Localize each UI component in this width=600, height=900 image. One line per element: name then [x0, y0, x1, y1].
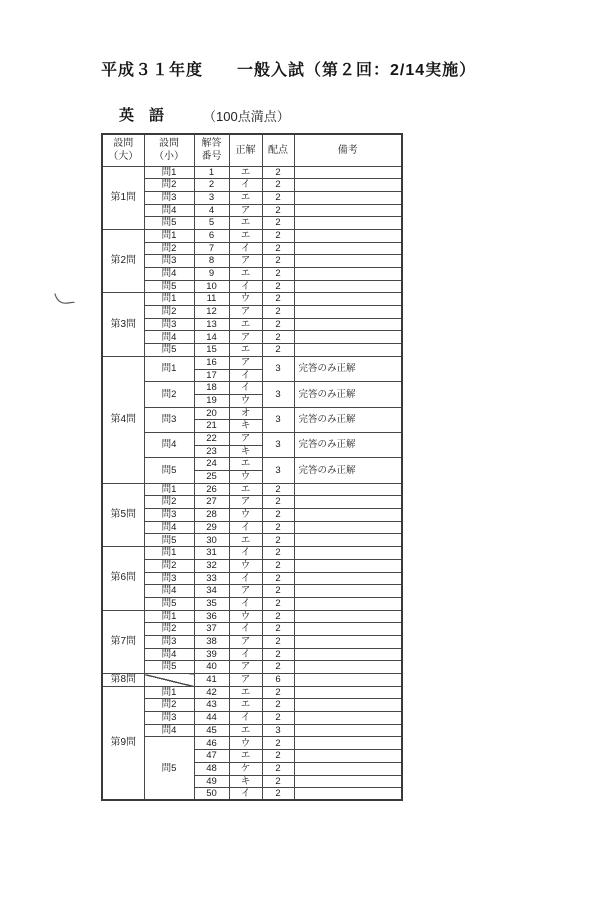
cell-remarks: [294, 496, 402, 509]
cell-points: 2: [262, 648, 294, 661]
cell-remarks: 完答のみ正解: [294, 356, 402, 381]
cell-correct-answer: エ: [229, 483, 262, 496]
answer-row: [102, 255, 402, 268]
answer-row: [102, 724, 402, 737]
cell-minor-question: 問5: [144, 661, 194, 674]
cell-points: 2: [262, 559, 294, 572]
cell-points: 2: [262, 762, 294, 775]
cell-correct-answer: イ: [229, 788, 262, 801]
cell-correct-answer: イ: [229, 597, 262, 610]
cell-correct-answer: イ: [229, 547, 262, 560]
cell-points: 2: [262, 331, 294, 344]
cell-minor-question: 問3: [144, 712, 194, 725]
answer-row: [102, 534, 402, 547]
header-number: 解答 番号: [194, 134, 229, 166]
cell-correct-answer: エ: [229, 268, 262, 281]
page-title: 平成３１年度 一般入試（第２回：2/14実施）: [101, 62, 477, 79]
cell-minor-question: 問5: [144, 344, 194, 357]
cell-answer-number: 20: [194, 407, 229, 420]
cell-remarks: [294, 737, 402, 750]
cell-minor-question: 問3: [144, 509, 194, 522]
answer-row: [102, 191, 402, 204]
cell-answer-number: 46: [194, 737, 229, 750]
cell-major-question: 第6問: [102, 547, 144, 610]
cell-remarks: [294, 204, 402, 217]
cell-remarks: [294, 635, 402, 648]
cell-minor-question: 問3: [144, 635, 194, 648]
cell-answer-number: 25: [194, 471, 229, 484]
answer-row: [102, 686, 402, 699]
cell-answer-number: 4: [194, 204, 229, 217]
cell-points: 2: [262, 293, 294, 306]
cell-correct-answer: イ: [229, 382, 262, 395]
cell-points: 2: [262, 217, 294, 230]
cell-answer-number: 29: [194, 521, 229, 534]
cell-minor-question: 問1: [144, 610, 194, 623]
cell-points: 2: [262, 750, 294, 763]
cell-minor-question: 問3: [144, 191, 194, 204]
cell-minor-question: 問5: [144, 217, 194, 230]
cell-correct-answer: イ: [229, 242, 262, 255]
cell-correct-answer: ア: [229, 585, 262, 598]
cell-answer-number: 17: [194, 369, 229, 382]
header-minor: 設問 （小）: [144, 134, 194, 166]
cell-major-question: 第1問: [102, 166, 144, 229]
cell-remarks: [294, 712, 402, 725]
cell-points: 2: [262, 229, 294, 242]
cell-answer-number: 42: [194, 686, 229, 699]
answer-row: [102, 623, 402, 636]
cell-minor-question: 問3: [144, 407, 194, 432]
cell-correct-answer: ア: [229, 306, 262, 319]
cell-points: 2: [262, 547, 294, 560]
cell-points: 2: [262, 775, 294, 788]
cell-minor-question: 問2: [144, 559, 194, 572]
cell-points: 2: [262, 509, 294, 522]
cell-correct-answer: ウ: [229, 394, 262, 407]
cell-correct-answer: ウ: [229, 509, 262, 522]
cell-points: 2: [262, 344, 294, 357]
cell-correct-answer: ア: [229, 635, 262, 648]
cell-major-question: 第5問: [102, 483, 144, 546]
answer-row: [102, 661, 402, 674]
cell-minor-question: 問4: [144, 331, 194, 344]
cell-remarks: [294, 280, 402, 293]
cell-answer-number: 47: [194, 750, 229, 763]
cell-minor-question: 問2: [144, 179, 194, 192]
cell-answer-number: 15: [194, 344, 229, 357]
cell-points: 3: [262, 407, 294, 432]
answer-row: [102, 204, 402, 217]
cell-correct-answer: イ: [229, 623, 262, 636]
cell-answer-number: 37: [194, 623, 229, 636]
answer-row: [102, 166, 402, 179]
cell-correct-answer: ア: [229, 331, 262, 344]
cell-major-question: 第2問: [102, 229, 144, 292]
cell-answer-number: 38: [194, 635, 229, 648]
cell-answer-number: 41: [194, 674, 229, 687]
cell-points: 2: [262, 255, 294, 268]
cell-correct-answer: ウ: [229, 610, 262, 623]
cell-remarks: [294, 610, 402, 623]
cell-answer-number: 13: [194, 318, 229, 331]
cell-points: 2: [262, 318, 294, 331]
answer-row: [102, 610, 402, 623]
cell-points: 2: [262, 280, 294, 293]
cell-minor-question: 問2: [144, 623, 194, 636]
cell-correct-answer: ア: [229, 432, 262, 445]
cell-remarks: 完答のみ正解: [294, 432, 402, 457]
cell-answer-number: 43: [194, 699, 229, 712]
cell-correct-answer: キ: [229, 420, 262, 433]
cell-minor-question: 問4: [144, 521, 194, 534]
cell-answer-number: 34: [194, 585, 229, 598]
cell-remarks: [294, 597, 402, 610]
cell-remarks: [294, 166, 402, 179]
cell-remarks: [294, 217, 402, 230]
cell-minor-question: 問4: [144, 204, 194, 217]
answer-row: [102, 635, 402, 648]
cell-remarks: [294, 331, 402, 344]
cell-remarks: [294, 179, 402, 192]
answer-row: [102, 496, 402, 509]
cell-minor-question: 問5: [144, 458, 194, 483]
cell-points: 2: [262, 306, 294, 319]
cell-remarks: [294, 191, 402, 204]
answer-row: [102, 344, 402, 357]
cell-remarks: [294, 268, 402, 281]
cell-points: 3: [262, 382, 294, 407]
cell-minor-question: 問1: [144, 356, 194, 381]
cell-remarks: [294, 762, 402, 775]
answer-row: [102, 597, 402, 610]
cell-minor-question: 問2: [144, 699, 194, 712]
answer-row: [102, 306, 402, 319]
answer-row: [102, 585, 402, 598]
cell-minor-question: 問4: [144, 724, 194, 737]
cell-remarks: [294, 686, 402, 699]
cell-minor-question: 問1: [144, 547, 194, 560]
cell-answer-number: 8: [194, 255, 229, 268]
cell-remarks: 完答のみ正解: [294, 458, 402, 483]
cell-remarks: [294, 306, 402, 319]
cell-major-question: 第7問: [102, 610, 144, 673]
cell-points: 3: [262, 458, 294, 483]
answer-row: [102, 699, 402, 712]
cell-remarks: [294, 483, 402, 496]
cell-correct-answer: キ: [229, 775, 262, 788]
cell-answer-number: 10: [194, 280, 229, 293]
answer-row: [102, 547, 402, 560]
cell-points: 2: [262, 737, 294, 750]
cell-correct-answer: ウ: [229, 293, 262, 306]
answer-row: [102, 280, 402, 293]
header-points: 配点: [262, 134, 294, 166]
cell-points: 2: [262, 572, 294, 585]
cell-correct-answer: イ: [229, 369, 262, 382]
cell-remarks: [294, 509, 402, 522]
answer-row: [102, 382, 402, 395]
cell-major-question: 第3問: [102, 293, 144, 356]
cell-answer-number: 23: [194, 445, 229, 458]
cell-minor-question: 問1: [144, 166, 194, 179]
answer-row: [102, 432, 402, 445]
header-remarks: 備考: [294, 134, 402, 166]
cell-answer-number: 22: [194, 432, 229, 445]
cell-answer-number: 32: [194, 559, 229, 572]
answer-table-body: [102, 166, 402, 800]
cell-correct-answer: ケ: [229, 762, 262, 775]
cell-points: 2: [262, 534, 294, 547]
cell-remarks: [294, 724, 402, 737]
cell-points: 2: [262, 661, 294, 674]
cell-minor-question: 問5: [144, 737, 194, 800]
cell-answer-number: 21: [194, 420, 229, 433]
cell-answer-number: 1: [194, 166, 229, 179]
cell-points: 2: [262, 610, 294, 623]
answer-table-head: [102, 134, 402, 166]
cell-remarks: 完答のみ正解: [294, 382, 402, 407]
cell-minor-question: 問4: [144, 268, 194, 281]
cell-correct-answer: ウ: [229, 559, 262, 572]
cell-correct-answer: ウ: [229, 471, 262, 484]
cell-correct-answer: ア: [229, 674, 262, 687]
answer-row: [102, 648, 402, 661]
cell-remarks: [294, 318, 402, 331]
cell-minor-question: 問3: [144, 318, 194, 331]
cell-minor-question: 問3: [144, 572, 194, 585]
cell-correct-answer: エ: [229, 534, 262, 547]
cell-correct-answer: ア: [229, 496, 262, 509]
cell-answer-number: 50: [194, 788, 229, 801]
cell-minor-question: 問2: [144, 242, 194, 255]
cell-correct-answer: エ: [229, 166, 262, 179]
cell-points: 2: [262, 496, 294, 509]
cell-answer-number: 28: [194, 509, 229, 522]
answer-row: [102, 458, 402, 471]
cell-answer-number: 6: [194, 229, 229, 242]
cell-correct-answer: エ: [229, 344, 262, 357]
cell-answer-number: 35: [194, 597, 229, 610]
cell-correct-answer: エ: [229, 217, 262, 230]
answer-row: [102, 559, 402, 572]
cell-correct-answer: ウ: [229, 737, 262, 750]
answer-row: [102, 242, 402, 255]
cell-minor-question: 問5: [144, 280, 194, 293]
answer-row: [102, 737, 402, 750]
answer-row: [102, 268, 402, 281]
cell-points: 2: [262, 635, 294, 648]
answer-row: [102, 712, 402, 725]
cell-correct-answer: エ: [229, 458, 262, 471]
cell-minor-question: 問1: [144, 483, 194, 496]
cell-answer-number: 40: [194, 661, 229, 674]
cell-remarks: [294, 229, 402, 242]
cell-remarks: [294, 699, 402, 712]
answer-row: [102, 407, 402, 420]
cell-points: 6: [262, 674, 294, 687]
cell-answer-number: 24: [194, 458, 229, 471]
cell-minor-question: 問5: [144, 534, 194, 547]
scan-artifact-mark: [52, 291, 78, 309]
answer-row: [102, 331, 402, 344]
answer-row: [102, 179, 402, 192]
cell-correct-answer: エ: [229, 318, 262, 331]
cell-major-question: 第4問: [102, 356, 144, 483]
cell-minor-question: 問1: [144, 686, 194, 699]
answer-row: [102, 356, 402, 369]
cell-major-question: 第8問: [102, 674, 144, 687]
cell-correct-answer: イ: [229, 280, 262, 293]
cell-remarks: [294, 255, 402, 268]
cell-correct-answer: ア: [229, 661, 262, 674]
cell-points: 2: [262, 686, 294, 699]
cell-correct-answer: キ: [229, 445, 262, 458]
answer-table: [101, 133, 403, 801]
cell-points: 2: [262, 242, 294, 255]
cell-remarks: [294, 674, 402, 687]
cell-answer-number: 2: [194, 179, 229, 192]
cell-correct-answer: イ: [229, 648, 262, 661]
answer-row: [102, 229, 402, 242]
cell-answer-number: 3: [194, 191, 229, 204]
cell-remarks: [294, 788, 402, 801]
cell-answer-number: 31: [194, 547, 229, 560]
cell-points: 2: [262, 623, 294, 636]
cell-answer-number: 16: [194, 356, 229, 369]
cell-correct-answer: ア: [229, 255, 262, 268]
cell-points: 2: [262, 166, 294, 179]
cell-points: 2: [262, 597, 294, 610]
cell-answer-number: 49: [194, 775, 229, 788]
cell-minor-question: 問4: [144, 432, 194, 457]
cell-answer-number: 12: [194, 306, 229, 319]
cell-remarks: [294, 547, 402, 560]
cell-remarks: [294, 661, 402, 674]
cell-points: 2: [262, 699, 294, 712]
cell-points: 2: [262, 483, 294, 496]
cell-points: 2: [262, 191, 294, 204]
cell-points: 2: [262, 204, 294, 217]
answer-row: [102, 521, 402, 534]
cell-points: 3: [262, 432, 294, 457]
cell-correct-answer: エ: [229, 724, 262, 737]
cell-points: 2: [262, 179, 294, 192]
cell-minor-question: 問1: [144, 293, 194, 306]
cell-points: 2: [262, 712, 294, 725]
cell-answer-number: 26: [194, 483, 229, 496]
cell-remarks: 完答のみ正解: [294, 407, 402, 432]
cell-points: 2: [262, 788, 294, 801]
cell-answer-number: 45: [194, 724, 229, 737]
cell-correct-answer: オ: [229, 407, 262, 420]
cell-answer-number: 7: [194, 242, 229, 255]
cell-answer-number: 9: [194, 268, 229, 281]
header-major: 設問 （大）: [102, 134, 144, 166]
cell-remarks: [294, 293, 402, 306]
cell-answer-number: 11: [194, 293, 229, 306]
cell-minor-question: 問4: [144, 648, 194, 661]
cell-answer-number: 18: [194, 382, 229, 395]
answer-row: [102, 572, 402, 585]
cell-correct-answer: エ: [229, 750, 262, 763]
cell-answer-number: 48: [194, 762, 229, 775]
cell-answer-number: 5: [194, 217, 229, 230]
cell-remarks: [294, 242, 402, 255]
cell-points: 2: [262, 268, 294, 281]
cell-points: 3: [262, 356, 294, 381]
cell-correct-answer: イ: [229, 521, 262, 534]
answer-row: [102, 674, 402, 687]
cell-remarks: [294, 534, 402, 547]
cell-minor-question: [144, 674, 194, 687]
cell-correct-answer: ア: [229, 204, 262, 217]
cell-remarks: [294, 775, 402, 788]
cell-answer-number: 14: [194, 331, 229, 344]
cell-correct-answer: イ: [229, 179, 262, 192]
cell-answer-number: 44: [194, 712, 229, 725]
cell-answer-number: 30: [194, 534, 229, 547]
cell-minor-question: 問3: [144, 255, 194, 268]
cell-remarks: [294, 585, 402, 598]
cell-correct-answer: イ: [229, 712, 262, 725]
cell-correct-answer: イ: [229, 572, 262, 585]
cell-points: 2: [262, 585, 294, 598]
cell-answer-number: 39: [194, 648, 229, 661]
cell-points: 2: [262, 521, 294, 534]
cell-remarks: [294, 623, 402, 636]
header-correct: 正解: [229, 134, 262, 166]
cell-remarks: [294, 572, 402, 585]
cell-answer-number: 19: [194, 394, 229, 407]
cell-minor-question: 問2: [144, 496, 194, 509]
cell-remarks: [294, 648, 402, 661]
answer-row: [102, 217, 402, 230]
answer-row: [102, 509, 402, 522]
cell-correct-answer: エ: [229, 229, 262, 242]
cell-correct-answer: エ: [229, 699, 262, 712]
cell-minor-question: 問5: [144, 597, 194, 610]
subject-name: 英 語: [119, 107, 165, 124]
cell-minor-question: 問1: [144, 229, 194, 242]
cell-major-question: 第9問: [102, 686, 144, 800]
subject-points-note: （100点満点）: [203, 109, 290, 124]
cell-answer-number: 27: [194, 496, 229, 509]
cell-minor-question: 問2: [144, 306, 194, 319]
cell-points: 3: [262, 724, 294, 737]
cell-remarks: [294, 344, 402, 357]
cell-answer-number: 33: [194, 572, 229, 585]
cell-correct-answer: エ: [229, 686, 262, 699]
cell-correct-answer: ア: [229, 356, 262, 369]
cell-remarks: [294, 750, 402, 763]
cell-remarks: [294, 521, 402, 534]
cell-minor-question: 問2: [144, 382, 194, 407]
cell-minor-question: 問4: [144, 585, 194, 598]
answer-row: [102, 483, 402, 496]
cell-answer-number: 36: [194, 610, 229, 623]
answer-row: [102, 293, 402, 306]
cell-correct-answer: エ: [229, 191, 262, 204]
answer-row: [102, 318, 402, 331]
cell-remarks: [294, 559, 402, 572]
